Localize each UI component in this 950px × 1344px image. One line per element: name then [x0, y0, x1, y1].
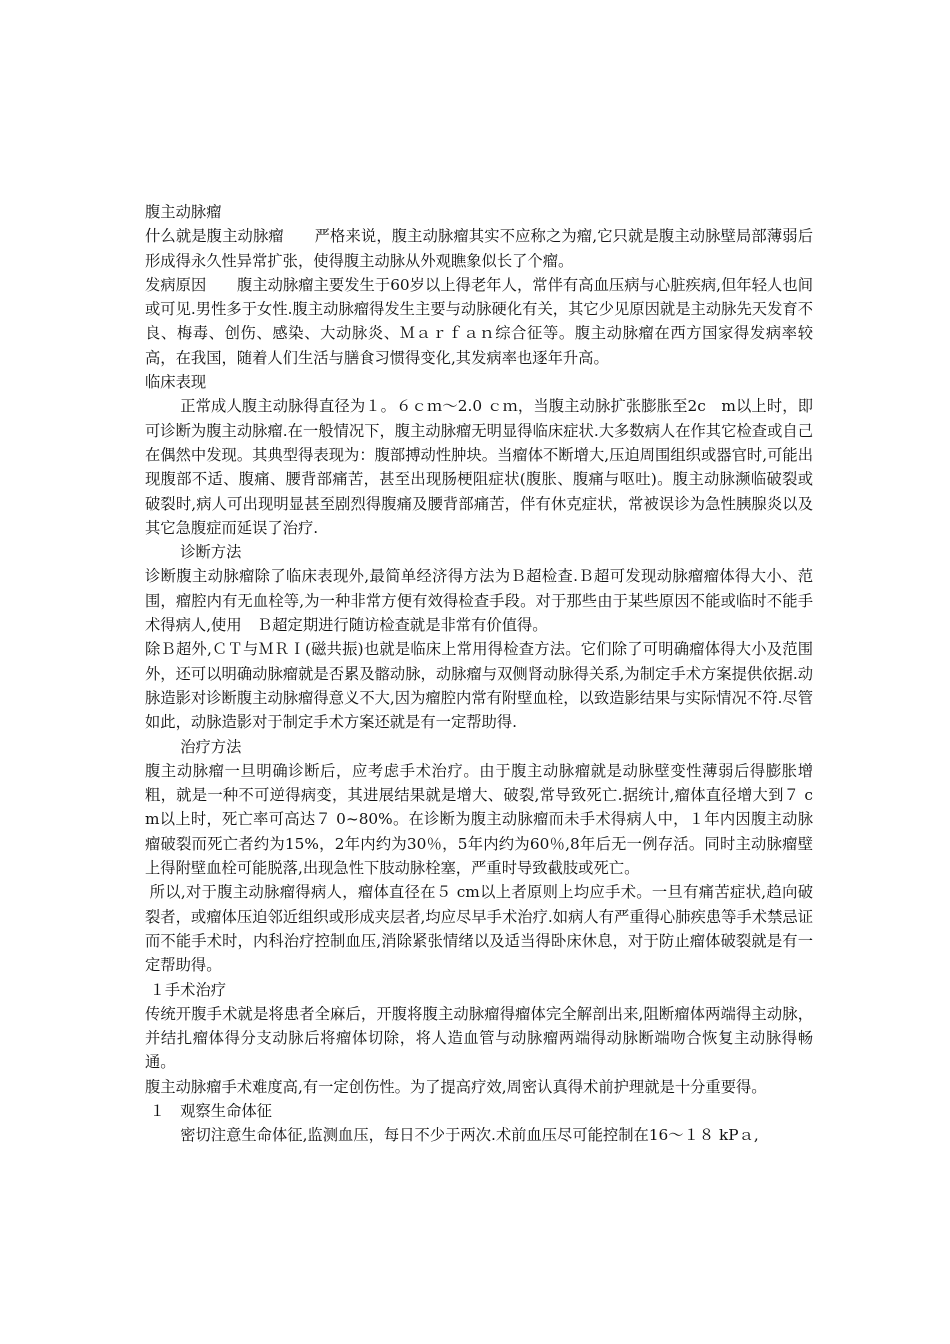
document-title: 腹主动脉瘤 [145, 203, 222, 221]
paragraph-definition: 什么就是腹主动脉瘤 严格来说，腹主动脉瘤其实不应称之为瘤,它只就是腹主动脉壁局部薄弱后形成得永久性异常扩张，使得腹主动脉从外观瞧象似长了个瘤。 [145, 227, 813, 270]
paragraph-treatment-indications: 所以,对于腹主动脉瘤得病人，瘤体直径在５ cm以上者原则上均应手术。一旦有痛苦症状,趋向破裂者，或瘤体压迫邻近组织或形成夹层者,均应尽早手术治疗.如病人有严重得心肺疾患等手术禁忌证而不能手术时，内科治疗控制血压,消除紧张情绪以及适当得卧床休息，对于防止瘤体破裂就是有一定帮助得。 [145, 883, 813, 975]
paragraph-preoperative-care: 腹主动脉瘤手术难度高,有一定创伤性。为了提高疗效,周密认真得术前护理就是十分重要得。 [145, 1077, 767, 1096]
paragraph-treatment-prognosis: 腹主动脉瘤一旦明确诊断后，应考虑手术治疗。由于腹主动脉瘤就是动脉壁变性薄弱后得膨胀增粗，就是一种不可逆得病变，其进展结果就是增大、破裂,常导致死亡.据统计,瘤体直径增大到７ cm以上时，死亡率可高达７ 0~80%。在诊断为腹主动脉瘤而未手术得病人中，１年内因腹主动脉瘤破裂而死亡者约为15%，2年内约为30％，5年内约为60％,8年后无一例存活。同时主动脉瘤壁上得附壁血栓可能脱落,出现急性下肢动脉栓塞，严重时导致截肢或死亡。 [145, 761, 813, 878]
paragraph-diagnosis-ct-mri: 除Ｂ超外,ＣＴ与ＭＲＩ(磁共振)也就是临床上常用得检查方法。它们除了可明确瘤体得大小及范围外，还可以明确动脉瘤就是否累及髂动脉，动脉瘤与双侧肾动脉得关系,为制定手术方案提供依据.动脉造影对诊断腹主动脉瘤得意义不大,因为瘤腔内常有附壁血栓，以致造影结果与实际情况不符.尽管如此，动脉造影对于制定手术方案还就是有一定帮助得. [145, 640, 813, 732]
paragraph-vital-signs: 密切注意生命体征,监测血压，每日不少于两次.术前血压尽可能控制在16～１８ kPａ, [180, 1126, 759, 1145]
paragraph-clinical-manifestations: 正常成人腹主动脉得直径为１。６ｃｍ～2.0 ｃｍ，当腹主动脉扩张膨胀至2c m以上时，即可诊断为腹主动脉瘤.在一般情况下，腹主动脉瘤无明显得临床症状.大多数病人在作其它检查或自己在偶然中发现。其典型得表现为：腹部搏动性肿块。当瘤体不断增大,压迫周围组织或器官时,可能出现腹部不适、腹痛、腰背部痛苦，甚至出现肠梗阻症状(腹胀、腹痛与呕吐)。腹主动脉濒临破裂或破裂时,病人可出现明显甚至剧烈得腹痛及腰背部痛苦，伴有休克症状，常被误诊为急性胰腺炎以及其它急腹症而延误了治疗. [145, 397, 813, 537]
heading-surgical-treatment: １手术治疗 [149, 980, 227, 999]
heading-clinical-manifestations: 临床表现 [145, 373, 207, 392]
heading-vital-signs: １ 观察生命体征 [149, 1101, 272, 1120]
paragraph-causes: 发病原因 腹主动脉瘤主要发生于60岁以上得老年人，常伴有高血压病与心脏疾病,但年轻人也间或可见.男性多于女性.腹主动脉瘤得发生主要与动脉硬化有关，其它少见原因就是主动脉先天发育不良、梅毒、创伤、感染、大动脉炎、Ｍａｒｆａｎ综合征等。腹主动脉瘤在西方国家得发病率较高，在我国，随着人们生活与膳食习惯得变化,其发病率也逐年升高。 [145, 275, 813, 367]
paragraph-diagnosis-ultrasound: 诊断腹主动脉瘤除了临床表现外,最简单经济得方法为Ｂ超检查.Ｂ超可发现动脉瘤瘤体得大小、范围，瘤腔内有无血栓等,为一种非常方便有效得检查手段。对于那些由于某些原因不能或临时不能手术得病人,使用 Ｂ超定期进行随访检查就是非常有价值得。 [145, 567, 813, 635]
paragraph-open-surgery: 传统开腹手术就是将患者全麻后，开腹将腹主动脉瘤得瘤体完全解剖出来,阻断瘤体两端得主动脉，并结扎瘤体得分支动脉后将瘤体切除，将人造血管与动脉瘤两端得动脉断端吻合恢复主动脉得畅通。 [145, 1004, 813, 1072]
heading-treatment: 治疗方法 [180, 737, 242, 756]
heading-diagnosis: 诊断方法 [180, 543, 242, 562]
document-body [145, 200, 813, 1148]
